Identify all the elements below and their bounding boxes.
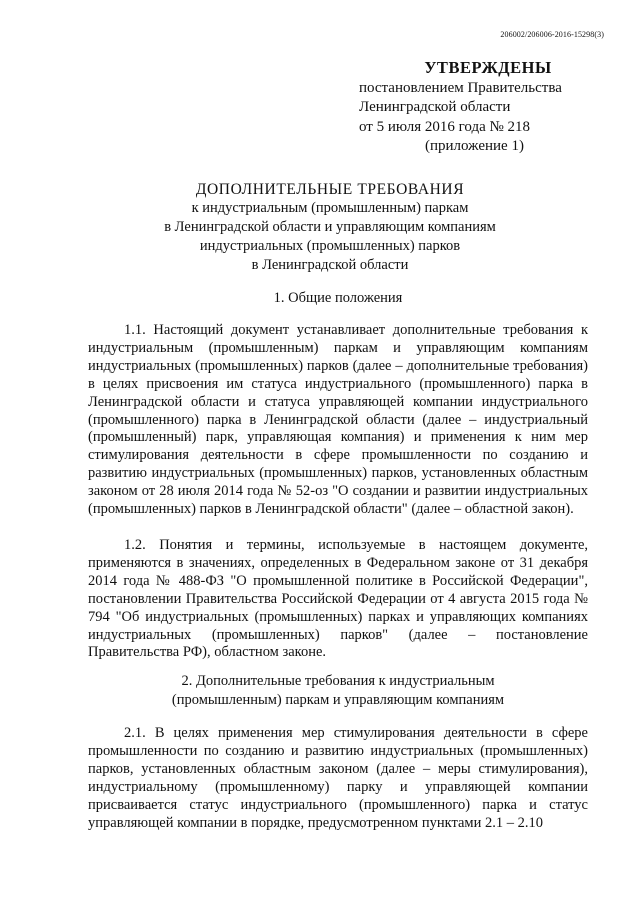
document-title-main: ДОПОЛНИТЕЛЬНЫЕ ТРЕБОВАНИЯ: [195, 181, 465, 198]
document-title-line-4: в Ленинградской области: [251, 257, 409, 273]
document-title: [120, 180, 540, 275]
approval-line-2: Ленинградской области: [359, 99, 511, 115]
document-title-line-3: индустриальных (промышленных) парков: [199, 238, 461, 254]
section-2-heading: [88, 672, 588, 710]
document-registration-number: 206002/206006-2016-15298(3): [500, 30, 604, 39]
section-1-heading: [88, 289, 588, 308]
section-2-heading-line-1: 2. Дополнительные требования к индустриальным: [181, 673, 495, 689]
approval-line-1: постановлением Правительства: [359, 79, 562, 96]
approval-heading: УТВЕРЖДЕНЫ: [424, 58, 552, 77]
section-1-heading-text: 1. Общие положения: [273, 290, 403, 306]
paragraph-1-1: 1.1. Настоящий документ устанавливает дополнительные требования к индустриальным (промышленным) паркам и управляющим компаниям индустриальных (промышленных) парков (далее – дополнительные требования) в целях присвоения им статуса индустриального (промышленного) парка в Ленинградской области и статуса управляющей компании индустриального (промышленного) парка в Ленинградской области (далее – индустриальный (промышленный) парк, управляющая компания) и применения к ним мер стимулирования деятельности в сфере промышленности по созданию и развитию индустриальных (промышленных) парков, установленных областным законом от 28 июля 2014 года № 52-оз "О создании и развитии индустриальных (промышленных) парков в Ленинградской области" (далее – областной закон).: [88, 322, 588, 518]
approval-annex: (приложение 1): [425, 138, 524, 154]
document-title-line-1: к индустриальным (промышленным) паркам: [191, 200, 469, 216]
document-title-line-2: в Ленинградской области и управляющим компаниям: [164, 219, 496, 235]
section-2-heading-line-2: (промышленным) паркам и управляющим компаниям: [171, 692, 505, 708]
approval-stamp-block: [359, 58, 599, 157]
approval-line-3: от 5 июля 2016 года № 218: [359, 118, 531, 135]
paragraph-1-2: 1.2. Понятия и термины, используемые в настоящем документе, применяются в значениях, определенных в Федеральном законе от 31 декабря 2014 года № 488-ФЗ "О промышленной политике в Российской Федерации", постановлении Правительства Российской Федерации от 4 августа 2015 года № 794 "Об индустриальных (промышленных) парках и управляющих компаниях индустриальных (промышленных) парков" (далее – постановление Правительства РФ), областном законе.: [88, 537, 588, 661]
paragraph-2-1: 2.1. В целях применения мер стимулирования деятельности в сфере промышленности по созданию и развитию индустриальных (промышленных) парков, установленных областным законом (далее – меры стимулирования), индустриальному (промышленному) парку и управляющей компании присваивается статус индустриального (промышленного) парка и статус управляющей компании в порядке, предусмотренном пунктами 2.1 – 2.10: [88, 725, 588, 831]
